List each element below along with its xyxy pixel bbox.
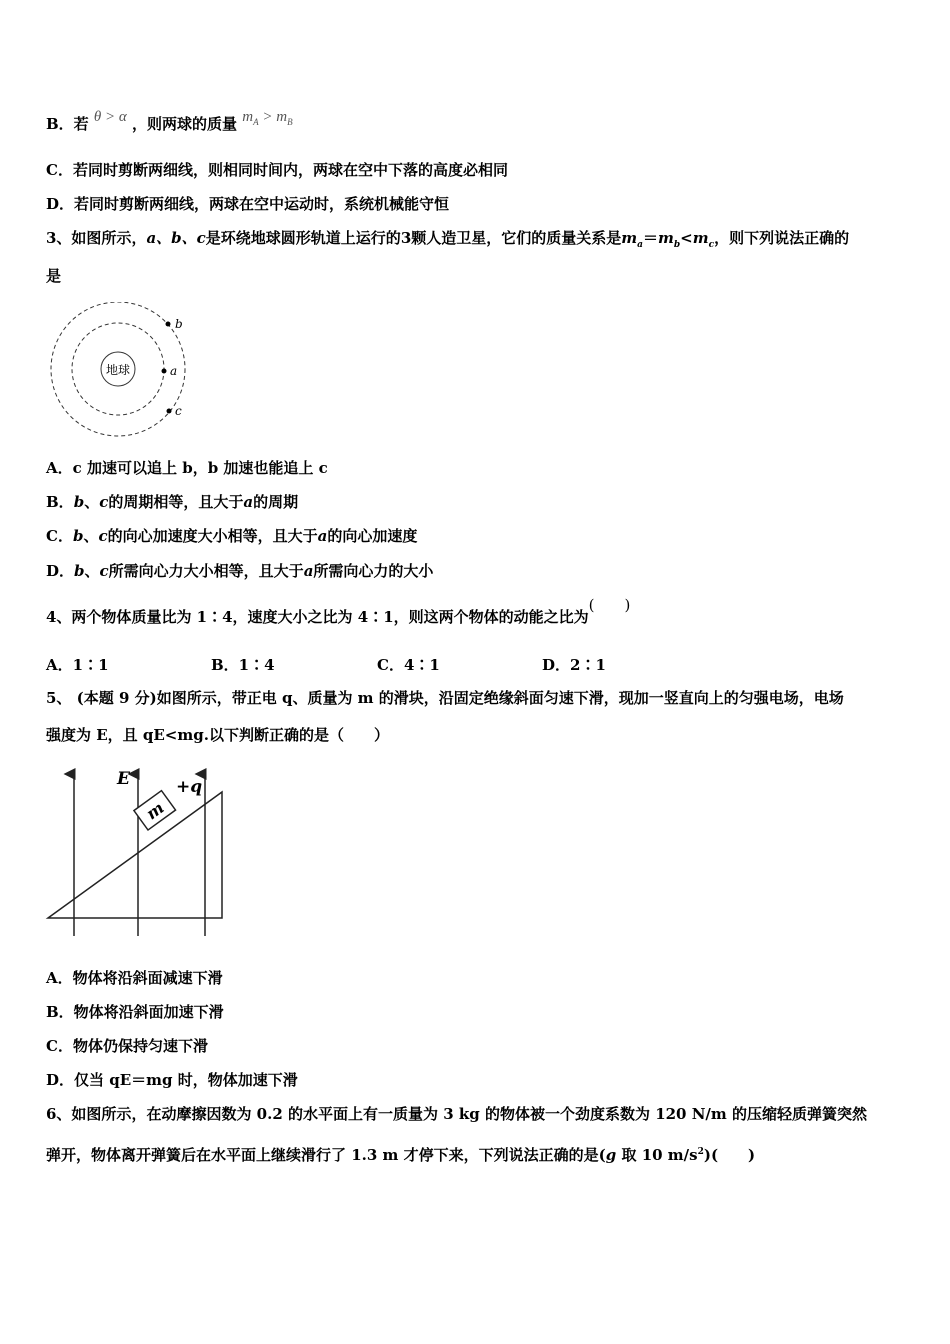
q3-stem-line2: 是: [46, 267, 62, 285]
q5-stem-line2: 强度为 E，且 qE<mg.以下判断正确的是（ ）: [46, 726, 389, 744]
q4-stem: 4、两个物体质量比为 1∶4，速度大小之比为 4∶1，则这两个物体的动能之比为( ): [46, 596, 631, 626]
satellite-c: [167, 409, 172, 414]
q5-incline-figure: [44, 762, 234, 942]
q6-stem-line1: 6、如图所示，在动摩擦因数为 0.2 的水平面上有一质量为 3 kg 的物体被一个劲度系数为 120 N/m 的压缩轻质弹簧突然: [46, 1105, 868, 1123]
q3-orbit-figure: [46, 302, 196, 442]
q2-option-b-label: B．若: [46, 115, 89, 133]
q2-option-b: [46, 109, 293, 140]
earth-label: 地球: [105, 363, 131, 377]
q3-option-c: C．b、c的向心加速度大小相等，且大于a的向心加速度: [46, 527, 418, 545]
q4-option-b: B．1∶4: [211, 656, 275, 674]
q3-option-a: A．c 加速可以追上 b，b 加速也能追上 c: [46, 459, 328, 477]
q4-option-c: C．4∶1: [377, 656, 440, 674]
charge-label: +q: [176, 777, 203, 797]
q2-option-b-mass-relation: $m_A > m_B$: [242, 109, 293, 127]
q4-answer-paren: ( ): [588, 596, 631, 614]
field-label-E: E: [117, 769, 130, 789]
q5-option-b: B．物体将沿斜面加速下滑: [46, 1003, 224, 1021]
q2-option-d: D．若同时剪断两细线，两球在空中运动时，系统机械能守恒: [46, 195, 450, 213]
satellite-b: [166, 322, 171, 327]
q2-option-c: C．若同时剪断两细线，则相同时间内，两球在空中下落的高度必相同: [46, 161, 508, 179]
q6-stem-line2: 弹开，物体离开弹簧后在水平面上继续滑行了 1.3 m 才停下来，下列说法正确的是(g 取 10 $m/s^2$)( ): [46, 1146, 756, 1164]
block-m-label: m: [142, 798, 168, 824]
q3-option-b: B．b、c的周期相等，且大于a的周期: [46, 493, 299, 511]
q5-option-a: A．物体将沿斜面减速下滑: [46, 969, 223, 987]
q4-option-d: D．2∶1: [542, 656, 606, 674]
satellite-a: [162, 369, 167, 374]
satellite-a-label: a: [170, 364, 178, 378]
q3-option-d: D．b、c所需向心力大小相等，且大于a所需向心力的大小: [46, 562, 434, 580]
q5-option-c: C．物体仍保持匀速下滑: [46, 1037, 208, 1055]
q2-option-b-mid: ，则两球的质量: [132, 115, 238, 133]
q3-stem-line1: 3、如图所示，a、b、c是环绕地球圆形轨道上运行的3颗人造卫星，它们的质量关系是$m_a=m_b<m_c$，则下列说法正确的: [46, 229, 850, 250]
q5-option-d: D．仅当 qE＝mg 时，物体加速下滑: [46, 1071, 298, 1089]
q2-option-b-condition: θ > α: [93, 109, 127, 125]
satellite-b-label: b: [175, 317, 183, 331]
q4-option-a: A．1∶1: [46, 656, 109, 674]
q5-stem-line1: 5、 (本题 9 分)如图所示，带正电 q、质量为 m 的滑块，沿固定绝缘斜面匀速下滑，现加一竖直向上的匀强电场，电场: [46, 689, 844, 707]
satellite-c-label: c: [175, 404, 182, 418]
